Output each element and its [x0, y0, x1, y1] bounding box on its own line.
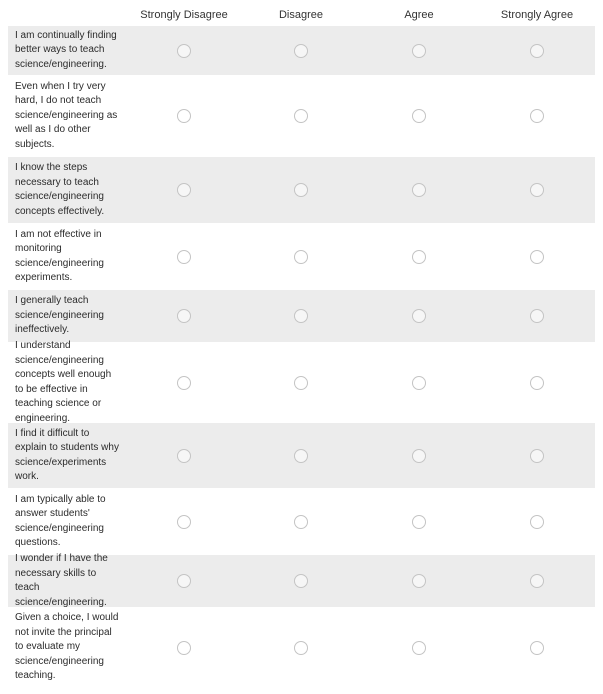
radio-strongly-disagree[interactable] — [177, 376, 191, 390]
statement-row-10 — [8, 608, 595, 688]
radio-strongly-disagree[interactable] — [177, 641, 191, 655]
statement-row-3 — [8, 157, 595, 224]
radio-strongly-disagree[interactable] — [177, 515, 191, 529]
radio-strongly-disagree[interactable] — [177, 309, 191, 323]
radio-strongly-disagree[interactable] — [177, 44, 191, 58]
radio-disagree[interactable] — [294, 449, 308, 463]
radio-strongly-disagree[interactable] — [177, 449, 191, 463]
radio-strongly-agree[interactable] — [530, 250, 544, 264]
radio-agree[interactable] — [412, 449, 426, 463]
statement-text: Given a choice, I would not invite the principal to evaluate my science/engineering teaching. — [15, 612, 119, 682]
statement-text: I generally teach science/engineering ineffectively. — [15, 295, 104, 336]
radio-strongly-agree[interactable] — [530, 641, 544, 655]
radio-agree[interactable] — [412, 309, 426, 323]
radio-disagree[interactable] — [294, 250, 308, 264]
radio-disagree[interactable] — [294, 641, 308, 655]
radio-agree[interactable] — [412, 515, 426, 529]
radio-disagree[interactable] — [294, 515, 308, 529]
statement-text: I wonder if I have the necessary skills to teach science/engineering. — [15, 553, 108, 608]
column-header-strongly-disagree: Strongly Disagree — [140, 9, 228, 21]
radio-strongly-agree[interactable] — [530, 309, 544, 323]
statement-text: I am continually finding better ways to teach science/engineering. — [15, 29, 117, 70]
column-header-strongly-agree: Strongly Agree — [500, 9, 574, 21]
statement-row-7 — [8, 423, 595, 489]
radio-disagree[interactable] — [294, 109, 308, 123]
radio-strongly-disagree[interactable] — [177, 250, 191, 264]
radio-strongly-agree[interactable] — [530, 183, 544, 197]
radio-agree[interactable] — [412, 183, 426, 197]
statement-row-9 — [8, 555, 595, 608]
radio-disagree[interactable] — [294, 44, 308, 58]
radio-disagree[interactable] — [294, 183, 308, 197]
statement-row-4 — [8, 224, 595, 290]
likert-matrix — [8, 0, 595, 688]
radio-agree[interactable] — [412, 44, 426, 58]
statement-row-8 — [8, 489, 595, 555]
statement-text: Even when I try very hard, I do not teach science/engineering as well as I do other subjects. — [15, 80, 118, 150]
radio-agree[interactable] — [412, 376, 426, 390]
statement-row-5 — [8, 290, 595, 343]
radio-strongly-disagree[interactable] — [177, 183, 191, 197]
radio-agree[interactable] — [412, 250, 426, 264]
statement-row-6 — [8, 340, 595, 424]
radio-strongly-agree[interactable] — [530, 449, 544, 463]
radio-strongly-agree[interactable] — [530, 574, 544, 588]
column-header-disagree: Disagree — [278, 9, 324, 21]
statement-row-1 — [8, 26, 595, 76]
column-header-agree: Agree — [404, 9, 434, 21]
radio-agree[interactable] — [412, 109, 426, 123]
radio-strongly-disagree[interactable] — [177, 574, 191, 588]
statement-text: I am typically able to answer students' science/engineering questions. — [15, 493, 106, 548]
radio-disagree[interactable] — [294, 376, 308, 390]
statement-text: I find it difficult to explain to students why science/experiments work. — [15, 427, 119, 482]
radio-disagree[interactable] — [294, 574, 308, 588]
radio-agree[interactable] — [412, 574, 426, 588]
column-header-row — [8, 0, 595, 26]
statement-row-2 — [8, 76, 595, 157]
radio-strongly-disagree[interactable] — [177, 109, 191, 123]
statement-text: I know the steps necessary to teach science/engineering concepts effectively. — [15, 162, 105, 217]
radio-strongly-agree[interactable] — [530, 109, 544, 123]
radio-strongly-agree[interactable] — [530, 44, 544, 58]
radio-strongly-agree[interactable] — [530, 515, 544, 529]
statement-text: I am not effective in monitoring science/engineering experiments. — [15, 228, 104, 283]
radio-agree[interactable] — [412, 641, 426, 655]
radio-strongly-agree[interactable] — [530, 376, 544, 390]
statement-text: I understand science/engineering concepts well enough to be effective in teaching science or engineering. — [15, 340, 112, 424]
radio-disagree[interactable] — [294, 309, 308, 323]
